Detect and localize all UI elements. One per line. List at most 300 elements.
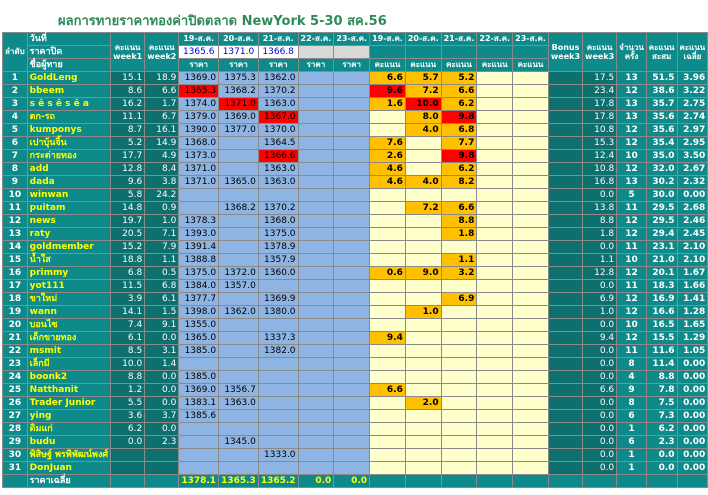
guess-price[interactable] <box>219 189 259 202</box>
guess-price[interactable] <box>298 319 334 332</box>
guess-price[interactable]: 1380.0 <box>258 306 298 319</box>
day-score[interactable]: 6.9 <box>441 293 477 306</box>
guess-count[interactable]: 6 <box>617 436 647 449</box>
bonus-week3[interactable] <box>548 176 582 189</box>
score-week3[interactable]: 0.0 <box>583 319 617 332</box>
average-price[interactable]: 1365.3 <box>219 475 259 488</box>
score-week2[interactable] <box>145 462 179 475</box>
day-score[interactable] <box>477 163 513 176</box>
guess-price[interactable]: 1375.0 <box>179 267 219 280</box>
total-score[interactable]: 20.1 <box>646 267 677 280</box>
score-week3[interactable]: 0.0 <box>583 189 617 202</box>
score-week1[interactable]: 6.2 <box>111 423 145 436</box>
bonus-week3[interactable] <box>548 241 582 254</box>
footer-spacer[interactable] <box>145 475 179 488</box>
day-score[interactable] <box>477 72 513 85</box>
guess-price[interactable]: 1362.0 <box>219 306 259 319</box>
table-row[interactable] <box>3 358 708 371</box>
guess-price[interactable]: 1369.0 <box>179 384 219 397</box>
day-score[interactable]: 6.6 <box>370 72 406 85</box>
day-score[interactable] <box>477 332 513 345</box>
score-week2[interactable]: 0.0 <box>145 332 179 345</box>
day-score[interactable] <box>405 462 441 475</box>
total-score[interactable]: 35.0 <box>646 150 677 163</box>
score-week3[interactable]: 6.6 <box>583 384 617 397</box>
total-score[interactable]: 0.0 <box>646 449 677 462</box>
day-score[interactable]: 7.7 <box>441 137 477 150</box>
guess-price[interactable]: 1384.0 <box>179 280 219 293</box>
guess-price[interactable] <box>298 137 334 150</box>
score-week1[interactable]: 5.5 <box>111 397 145 410</box>
guess-count[interactable]: 11 <box>617 202 647 215</box>
guess-price[interactable] <box>334 267 370 280</box>
day-score[interactable]: 1.6 <box>370 98 406 111</box>
day-score[interactable] <box>370 215 406 228</box>
player-name[interactable]: บอนไซ <box>27 319 110 332</box>
day-score[interactable]: 9.8 <box>441 150 477 163</box>
guess-price[interactable]: 1367.0 <box>258 111 298 124</box>
bonus-week3[interactable] <box>548 163 582 176</box>
guess-price[interactable] <box>219 358 259 371</box>
guess-count[interactable]: 12 <box>617 137 647 150</box>
score-week3[interactable]: 10.8 <box>583 124 617 137</box>
average-score[interactable]: 2.74 <box>677 111 708 124</box>
bonus-week3[interactable] <box>548 384 582 397</box>
guess-price[interactable] <box>219 332 259 345</box>
header-avg[interactable]: คะแนน เฉลี่ย <box>677 33 708 72</box>
guess-count[interactable]: 13 <box>617 111 647 124</box>
day-score[interactable] <box>513 163 549 176</box>
guess-price[interactable] <box>298 345 334 358</box>
day-score[interactable] <box>405 436 441 449</box>
score-week1[interactable]: 17.7 <box>111 150 145 163</box>
close-price-value[interactable]: 1366.8 <box>258 46 298 59</box>
average-score[interactable]: 2.67 <box>677 163 708 176</box>
day-score[interactable] <box>441 241 477 254</box>
row-number[interactable]: 3 <box>3 98 28 111</box>
guess-price[interactable] <box>258 189 298 202</box>
row-number[interactable]: 29 <box>3 436 28 449</box>
bonus-week3[interactable] <box>548 85 582 98</box>
day-score[interactable]: 4.0 <box>405 176 441 189</box>
guess-price[interactable]: 1345.0 <box>219 436 259 449</box>
score-week1[interactable]: 1.2 <box>111 384 145 397</box>
guess-price[interactable] <box>219 215 259 228</box>
guess-price[interactable] <box>298 384 334 397</box>
day-score[interactable] <box>513 345 549 358</box>
day-score[interactable] <box>405 423 441 436</box>
table-row[interactable] <box>3 345 708 358</box>
score-week1[interactable]: 6.8 <box>111 267 145 280</box>
score-week1[interactable]: 20.5 <box>111 228 145 241</box>
score-week2[interactable]: 7.9 <box>145 241 179 254</box>
row-number[interactable]: 27 <box>3 410 28 423</box>
day-score[interactable] <box>370 358 406 371</box>
header-date-price[interactable]: 21-ส.ค. <box>258 33 298 46</box>
table-row[interactable] <box>3 254 708 267</box>
close-score-spacer[interactable] <box>370 46 406 59</box>
player-name[interactable]: พิสิษฐ์ พรพิพัฒน์พงศ์ <box>27 449 110 462</box>
guess-price[interactable]: 1373.0 <box>179 150 219 163</box>
day-score[interactable] <box>370 202 406 215</box>
guess-price[interactable]: 1337.3 <box>258 332 298 345</box>
row-number[interactable]: 6 <box>3 137 28 150</box>
score-week3[interactable]: 9.4 <box>583 332 617 345</box>
average-score[interactable]: 1.41 <box>677 293 708 306</box>
guess-price[interactable] <box>179 449 219 462</box>
day-score[interactable] <box>370 371 406 384</box>
average-score[interactable]: 0.00 <box>677 189 708 202</box>
bonus-week3[interactable] <box>548 228 582 241</box>
score-week3[interactable]: 8.8 <box>583 215 617 228</box>
day-score[interactable] <box>441 358 477 371</box>
header-bonus[interactable]: Bonus week3 <box>548 33 582 72</box>
day-score[interactable] <box>370 254 406 267</box>
row-number[interactable]: 4 <box>3 111 28 124</box>
guess-price[interactable]: 1366.6 <box>258 150 298 163</box>
score-week1[interactable]: 0.0 <box>111 436 145 449</box>
guess-price[interactable] <box>219 241 259 254</box>
guess-price[interactable] <box>334 371 370 384</box>
day-score[interactable] <box>513 85 549 98</box>
day-score[interactable] <box>477 111 513 124</box>
guess-price[interactable] <box>334 345 370 358</box>
guess-price[interactable] <box>298 397 334 410</box>
total-score[interactable]: 23.1 <box>646 241 677 254</box>
score-week2[interactable]: 0.5 <box>145 267 179 280</box>
bonus-week3[interactable] <box>548 332 582 345</box>
header-date-price[interactable]: 23-ส.ค. <box>334 33 370 46</box>
score-week2[interactable]: 1.1 <box>145 254 179 267</box>
day-score[interactable] <box>513 98 549 111</box>
day-score[interactable] <box>477 462 513 475</box>
guess-price[interactable]: 1363.0 <box>258 98 298 111</box>
average-price[interactable]: 1378.1 <box>179 475 219 488</box>
guess-price[interactable] <box>334 241 370 254</box>
guess-price[interactable]: 1377.7 <box>179 293 219 306</box>
score-week2[interactable]: 0.0 <box>145 384 179 397</box>
row-number[interactable]: 24 <box>3 371 28 384</box>
footer-spacer[interactable] <box>3 475 28 488</box>
guess-price[interactable] <box>298 215 334 228</box>
table-row[interactable] <box>3 111 708 124</box>
guess-count[interactable]: 12 <box>617 163 647 176</box>
score-week2[interactable]: 4.9 <box>145 150 179 163</box>
day-score[interactable]: 5.2 <box>441 72 477 85</box>
guess-price[interactable] <box>298 85 334 98</box>
guess-count[interactable]: 12 <box>617 293 647 306</box>
day-score[interactable]: 7.6 <box>370 137 406 150</box>
table-row[interactable] <box>3 85 708 98</box>
day-score[interactable] <box>477 397 513 410</box>
guess-price[interactable] <box>334 254 370 267</box>
row-number[interactable]: 1 <box>3 72 28 85</box>
day-score[interactable] <box>513 254 549 267</box>
guess-price[interactable]: 1382.0 <box>258 345 298 358</box>
bonus-week3[interactable] <box>548 137 582 150</box>
row-number[interactable]: 26 <box>3 397 28 410</box>
day-score[interactable] <box>513 189 549 202</box>
average-score[interactable]: 0.00 <box>677 358 708 371</box>
table-row[interactable] <box>3 371 708 384</box>
header-total[interactable]: คะแนน สะสม <box>646 33 677 72</box>
guess-price[interactable] <box>298 176 334 189</box>
guess-price[interactable] <box>258 371 298 384</box>
day-score[interactable]: 4.0 <box>405 124 441 137</box>
guess-price[interactable] <box>334 410 370 423</box>
day-score[interactable] <box>513 436 549 449</box>
total-score[interactable]: 29.5 <box>646 215 677 228</box>
day-score[interactable] <box>477 436 513 449</box>
guess-price[interactable] <box>298 189 334 202</box>
row-number[interactable]: 30 <box>3 449 28 462</box>
row-number[interactable]: 9 <box>3 176 28 189</box>
row-number[interactable]: 7 <box>3 150 28 163</box>
average-score[interactable]: 3.22 <box>677 85 708 98</box>
score-week3[interactable]: 0.0 <box>583 436 617 449</box>
day-score[interactable] <box>370 306 406 319</box>
day-score[interactable] <box>513 124 549 137</box>
average-score[interactable]: 2.46 <box>677 215 708 228</box>
day-score[interactable] <box>477 293 513 306</box>
day-score[interactable] <box>405 345 441 358</box>
day-score[interactable] <box>441 319 477 332</box>
score-week2[interactable]: 3.7 <box>145 410 179 423</box>
average-score[interactable]: 2.10 <box>677 241 708 254</box>
guess-price[interactable] <box>298 280 334 293</box>
day-score[interactable] <box>477 189 513 202</box>
guess-price[interactable] <box>179 202 219 215</box>
guess-price[interactable] <box>179 462 219 475</box>
guess-price[interactable] <box>298 423 334 436</box>
bonus-week3[interactable] <box>548 306 582 319</box>
row-number[interactable]: 12 <box>3 215 28 228</box>
day-score[interactable] <box>477 267 513 280</box>
day-score[interactable] <box>441 280 477 293</box>
table-row[interactable] <box>3 319 708 332</box>
day-score[interactable]: 3.2 <box>441 267 477 280</box>
bonus-week3[interactable] <box>548 72 582 85</box>
day-score[interactable] <box>370 241 406 254</box>
guess-count[interactable]: 10 <box>617 150 647 163</box>
day-score[interactable] <box>370 293 406 306</box>
header-score-label[interactable]: คะแนน <box>477 59 513 72</box>
player-name[interactable]: dada <box>27 176 110 189</box>
guess-price[interactable] <box>219 462 259 475</box>
player-name[interactable]: ขาใหม่ <box>27 293 110 306</box>
guess-price[interactable]: 1360.0 <box>258 267 298 280</box>
player-name[interactable]: GoldLeng <box>27 72 110 85</box>
player-name[interactable]: news <box>27 215 110 228</box>
guess-price[interactable]: 1375.0 <box>258 228 298 241</box>
header-score-label[interactable]: คะแนน <box>370 59 406 72</box>
guess-count[interactable]: 12 <box>617 215 647 228</box>
header-score-w2[interactable]: คะแนน week2 <box>145 33 179 72</box>
guess-count[interactable]: 13 <box>617 176 647 189</box>
total-score[interactable]: 7.3 <box>646 410 677 423</box>
player-name[interactable]: wann <box>27 306 110 319</box>
total-score[interactable]: 21.0 <box>646 254 677 267</box>
table-row[interactable] <box>3 332 708 345</box>
score-week3[interactable]: 17.5 <box>583 72 617 85</box>
score-week1[interactable]: 16.2 <box>111 98 145 111</box>
day-score[interactable] <box>513 410 549 423</box>
total-score[interactable]: 2.3 <box>646 436 677 449</box>
score-week2[interactable]: 1.0 <box>145 215 179 228</box>
close-price-value[interactable] <box>334 46 370 59</box>
day-score[interactable]: 6.6 <box>441 202 477 215</box>
guess-price[interactable] <box>298 358 334 371</box>
guess-price[interactable] <box>219 163 259 176</box>
guess-price[interactable] <box>334 189 370 202</box>
score-week2[interactable] <box>145 449 179 462</box>
day-score[interactable]: 8.2 <box>441 176 477 189</box>
guess-price[interactable] <box>298 267 334 280</box>
day-score[interactable] <box>405 241 441 254</box>
score-week2[interactable]: 1.4 <box>145 358 179 371</box>
score-week1[interactable]: 6.1 <box>111 332 145 345</box>
score-week3[interactable]: 17.8 <box>583 98 617 111</box>
day-score[interactable] <box>405 189 441 202</box>
guess-count[interactable]: 13 <box>617 72 647 85</box>
header-price-label[interactable]: ราคา <box>258 59 298 72</box>
header-score-label[interactable]: คะแนน <box>513 59 549 72</box>
guess-price[interactable] <box>219 410 259 423</box>
footer-spacer[interactable] <box>111 475 145 488</box>
guess-price[interactable] <box>298 371 334 384</box>
day-score[interactable] <box>513 280 549 293</box>
bonus-week3[interactable] <box>548 410 582 423</box>
day-score[interactable] <box>441 410 477 423</box>
total-score[interactable]: 51.5 <box>646 72 677 85</box>
day-score[interactable] <box>513 306 549 319</box>
guess-price[interactable]: 1371.0 <box>179 176 219 189</box>
table-row[interactable] <box>3 280 708 293</box>
guess-price[interactable]: 1357.9 <box>258 254 298 267</box>
total-score[interactable]: 35.4 <box>646 137 677 150</box>
guess-price[interactable]: 1398.0 <box>179 306 219 319</box>
row-number[interactable]: 18 <box>3 293 28 306</box>
average-score[interactable]: 2.75 <box>677 98 708 111</box>
score-week3[interactable]: 0.0 <box>583 449 617 462</box>
day-score[interactable]: 6.2 <box>441 98 477 111</box>
day-score[interactable] <box>477 254 513 267</box>
score-week3[interactable]: 0.0 <box>583 371 617 384</box>
player-name[interactable]: puitam <box>27 202 110 215</box>
player-name[interactable]: msmit <box>27 345 110 358</box>
guess-count[interactable]: 13 <box>617 98 647 111</box>
header-price-label[interactable]: ราคา <box>334 59 370 72</box>
guess-price[interactable] <box>298 254 334 267</box>
guess-price[interactable] <box>334 306 370 319</box>
average-score[interactable]: 1.67 <box>677 267 708 280</box>
total-score[interactable]: 6.2 <box>646 423 677 436</box>
guess-price[interactable] <box>334 215 370 228</box>
score-week2[interactable]: 6.1 <box>145 293 179 306</box>
total-score[interactable]: 16.9 <box>646 293 677 306</box>
day-score[interactable] <box>477 423 513 436</box>
guess-price[interactable] <box>219 319 259 332</box>
score-week1[interactable]: 15.1 <box>111 72 145 85</box>
day-score[interactable] <box>370 397 406 410</box>
row-number[interactable]: 10 <box>3 189 28 202</box>
row-number[interactable]: 17 <box>3 280 28 293</box>
average-score[interactable]: 1.66 <box>677 280 708 293</box>
player-name[interactable]: bbeem <box>27 85 110 98</box>
score-week1[interactable]: 18.8 <box>111 254 145 267</box>
row-number[interactable]: 8 <box>3 163 28 176</box>
day-score[interactable] <box>405 163 441 176</box>
day-score[interactable] <box>477 150 513 163</box>
day-score[interactable] <box>441 189 477 202</box>
guess-price[interactable] <box>179 189 219 202</box>
row-number[interactable]: 16 <box>3 267 28 280</box>
guess-price[interactable]: 1390.0 <box>179 124 219 137</box>
total-score[interactable]: 11.4 <box>646 358 677 371</box>
day-score[interactable] <box>405 319 441 332</box>
total-score[interactable]: 30.0 <box>646 189 677 202</box>
header-date-price[interactable]: 20-ส.ค. <box>219 33 259 46</box>
bonus-week3[interactable] <box>548 189 582 202</box>
score-week3[interactable]: 10.8 <box>583 163 617 176</box>
guess-price[interactable]: 1365.0 <box>219 176 259 189</box>
day-score[interactable] <box>477 358 513 371</box>
day-score[interactable] <box>405 150 441 163</box>
average-score[interactable]: 2.97 <box>677 124 708 137</box>
guess-price[interactable] <box>219 449 259 462</box>
guess-price[interactable]: 1363.0 <box>219 397 259 410</box>
header-rank[interactable]: ลำดับ <box>3 33 28 72</box>
score-week1[interactable]: 3.9 <box>111 293 145 306</box>
day-score[interactable]: 9.0 <box>405 267 441 280</box>
guess-price[interactable] <box>219 345 259 358</box>
player-name[interactable]: Natthanit <box>27 384 110 397</box>
day-score[interactable] <box>477 410 513 423</box>
average-price[interactable]: 1365.2 <box>258 475 298 488</box>
total-score[interactable]: 8.8 <box>646 371 677 384</box>
guess-price[interactable] <box>258 410 298 423</box>
day-score[interactable]: 4.6 <box>370 176 406 189</box>
guess-count[interactable]: 1 <box>617 462 647 475</box>
guess-price[interactable] <box>334 202 370 215</box>
score-week2[interactable]: 8.4 <box>145 163 179 176</box>
score-week1[interactable]: 19.7 <box>111 215 145 228</box>
day-score[interactable]: 6.8 <box>441 124 477 137</box>
day-score[interactable] <box>405 137 441 150</box>
guess-price[interactable]: 1370.2 <box>258 202 298 215</box>
guess-price[interactable]: 1383.1 <box>179 397 219 410</box>
guess-price[interactable] <box>298 202 334 215</box>
day-score[interactable] <box>513 332 549 345</box>
total-score[interactable]: 29.4 <box>646 228 677 241</box>
guess-price[interactable] <box>334 423 370 436</box>
header-close-price[interactable]: ราคาปิด <box>27 46 110 59</box>
day-score[interactable] <box>513 397 549 410</box>
close-score-spacer[interactable] <box>441 46 477 59</box>
player-name[interactable]: ดิมแก่ <box>27 423 110 436</box>
score-week2[interactable]: 6.8 <box>145 280 179 293</box>
guess-count[interactable]: 8 <box>617 358 647 371</box>
total-score[interactable]: 32.0 <box>646 163 677 176</box>
table-row[interactable] <box>3 150 708 163</box>
guess-count[interactable]: 12 <box>617 306 647 319</box>
score-week1[interactable]: 8.8 <box>111 371 145 384</box>
total-score[interactable]: 0.0 <box>646 462 677 475</box>
score-week2[interactable]: 14.9 <box>145 137 179 150</box>
guess-count[interactable]: 12 <box>617 228 647 241</box>
day-score[interactable] <box>405 280 441 293</box>
header-score-w1[interactable]: คะแนน week1 <box>111 33 145 72</box>
